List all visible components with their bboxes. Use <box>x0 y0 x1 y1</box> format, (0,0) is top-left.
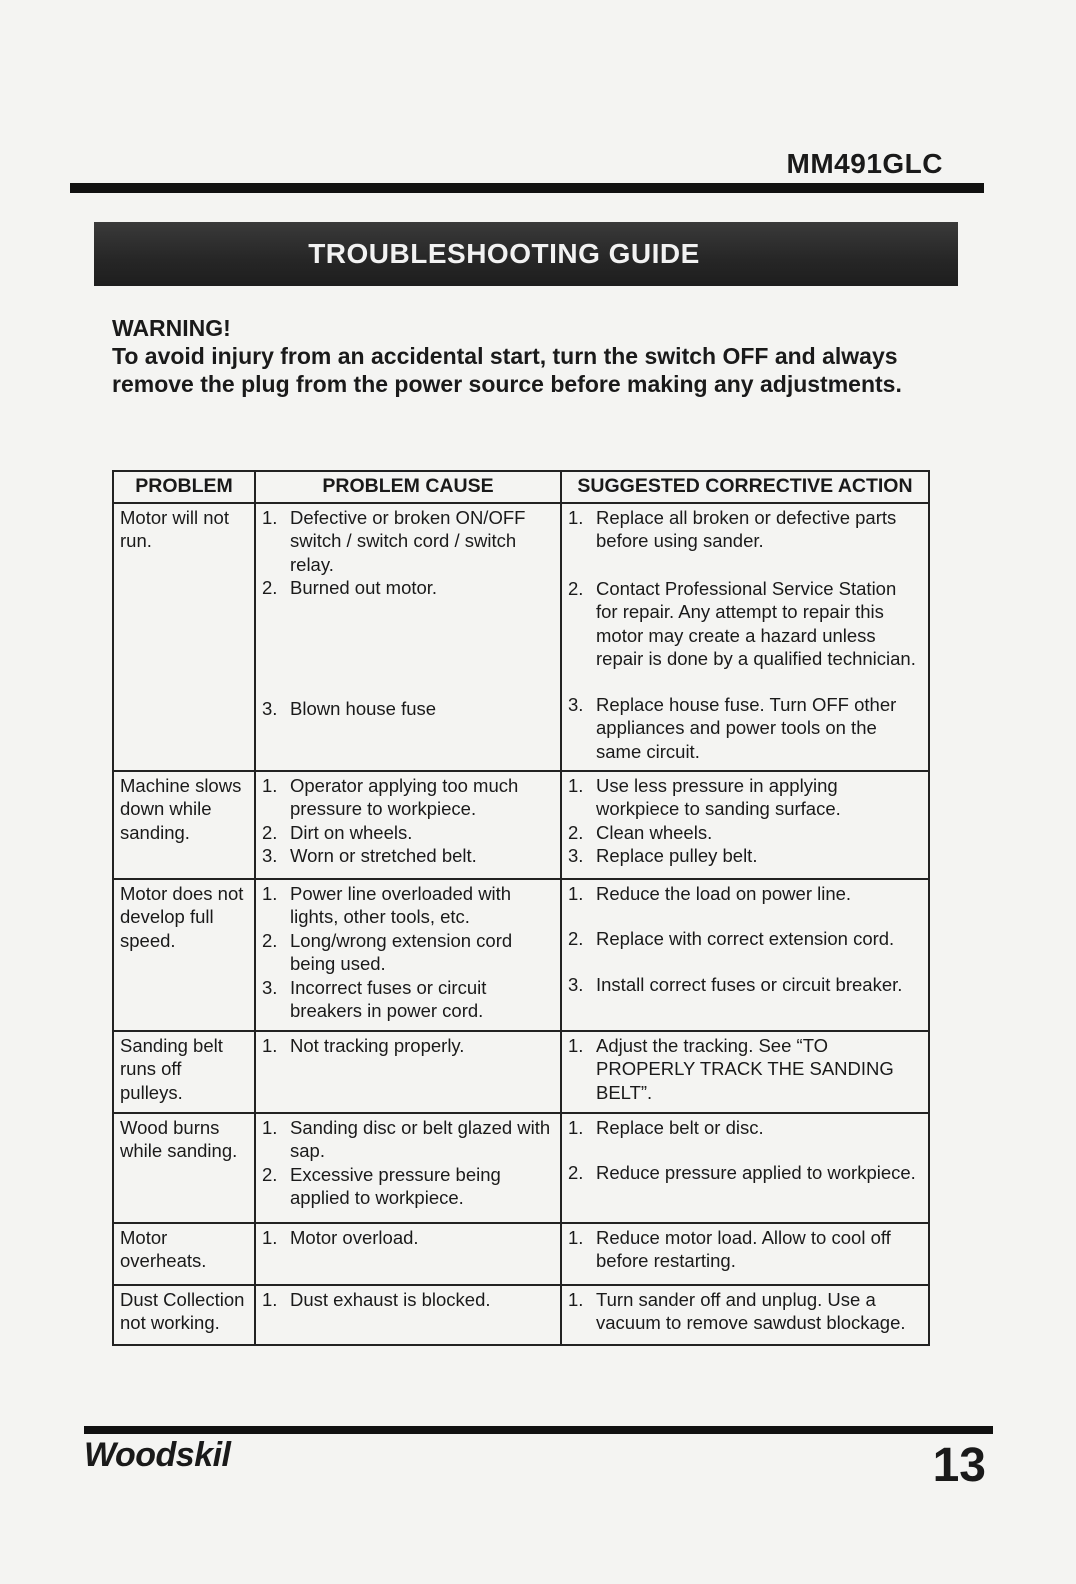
cause-item: 1. Not tracking properly. <box>262 1034 465 1056</box>
brand-logo: Woodskil <box>84 1436 231 1474</box>
table-row <box>113 1285 929 1345</box>
table-row <box>113 771 929 879</box>
page-number: 13 <box>932 1439 986 1492</box>
action-item: 1. Replace belt or disc. <box>568 1116 764 1138</box>
action-cell <box>561 771 929 879</box>
cause-cell <box>255 503 561 771</box>
bottom-rule <box>84 1426 993 1434</box>
cause-item: 1. Defective or broken ON/OFF switch / switch cord / switch relay. <box>262 506 526 575</box>
action-item: 1. Reduce motor load. Allow to cool off before restarting. <box>568 1226 891 1271</box>
cause-item: 1. Sanding disc or belt glazed with sap. <box>262 1116 551 1161</box>
cause-item: 2. Burned out motor. <box>262 577 438 598</box>
troubleshooting-table <box>112 470 930 1346</box>
warning-text: To avoid injury from an accidental start, turn the switch OFF and always remove the plug from the power source before making any adjustments. <box>112 343 902 397</box>
cause-item: 1. Dust exhaust is blocked. <box>262 1288 491 1310</box>
problem-cell: Motor overheats. <box>113 1223 255 1285</box>
top-rule <box>70 183 984 193</box>
action-item: 1. Reduce the load on power line. <box>568 882 852 904</box>
cause-cell <box>255 1285 561 1345</box>
cause-item: 1. Motor overload. <box>262 1226 419 1248</box>
problem-cell: Wood burns while sanding. <box>113 1113 255 1223</box>
cause-item: 2. Long/wrong extension cord being used. <box>262 929 513 974</box>
cause-cell <box>255 771 561 879</box>
table-row <box>113 1031 929 1113</box>
action-item: 3. Replace house fuse. Turn OFF other appliances and power tools on the same circuit. <box>568 693 897 762</box>
table-row <box>113 879 929 1031</box>
action-item: 2. Clean wheels. <box>568 821 713 843</box>
warning-heading: WARNING! <box>112 315 231 341</box>
header-cause: PROBLEM CAUSE <box>255 471 561 503</box>
action-item: 2. Replace with correct extension cord. <box>568 928 895 949</box>
action-item: 2. Contact Professional Service Station for repair. Any attempt to repair this motor may create a hazard unless repair is done by a qualified technician. <box>568 577 916 669</box>
table-row <box>113 1113 929 1223</box>
action-item: 1. Adjust the tracking. See “TO PROPERLY TRACK THE SANDING BELT”. <box>568 1034 894 1103</box>
header-problem: PROBLEM <box>113 471 255 503</box>
problem-cell: Machine slows down while sanding. <box>113 771 255 879</box>
problem-cell: Motor does not develop full speed. <box>113 879 255 1031</box>
action-cell <box>561 1113 929 1223</box>
cause-item: 1. Power line overloaded with lights, other tools, etc. <box>262 882 512 927</box>
action-cell <box>561 503 929 771</box>
cause-item: 3. Worn or stretched belt. <box>262 845 477 866</box>
problem-cell: Dust Collection not working. <box>113 1285 255 1345</box>
cause-cell <box>255 1031 561 1113</box>
cause-cell <box>255 1223 561 1285</box>
title-bar <box>94 222 958 286</box>
action-item: 3. Replace pulley belt. <box>568 845 758 866</box>
problem-cell: Motor will not run. <box>113 503 255 771</box>
cause-item: 2. Dirt on wheels. <box>262 821 413 843</box>
action-cell <box>561 879 929 1031</box>
action-item: 1. Replace all broken or defective parts before using sander. <box>568 506 897 551</box>
action-item: 1. Use less pressure in applying workpiece to sanding surface. <box>568 774 841 819</box>
cause-cell <box>255 1113 561 1223</box>
action-item: 1. Turn sander off and unplug. Use a vacuum to remove sawdust blockage. <box>568 1288 906 1333</box>
warning-block <box>112 314 912 398</box>
page-title: TROUBLESHOOTING GUIDE <box>308 238 700 269</box>
cause-item: 1. Operator applying too much pressure to workpiece. <box>262 774 519 819</box>
cause-item: 3. Incorrect fuses or circuit breakers in power cord. <box>262 976 487 1021</box>
action-item: 2. Reduce pressure applied to workpiece. <box>568 1162 916 1183</box>
table-row <box>113 1223 929 1285</box>
header-action: SUGGESTED CORRECTIVE ACTION <box>561 471 929 503</box>
action-cell <box>561 1285 929 1345</box>
cause-item: 3. Blown house fuse <box>262 697 437 719</box>
action-cell <box>561 1031 929 1113</box>
problem-cell: Sanding belt runs off pulleys. <box>113 1031 255 1113</box>
action-item: 3. Install correct fuses or circuit breaker. <box>568 973 903 995</box>
cause-item: 2. Excessive pressure being applied to workpiece. <box>262 1163 501 1208</box>
cause-cell <box>255 879 561 1031</box>
model-number: MM491GLC <box>786 148 943 179</box>
action-cell <box>561 1223 929 1285</box>
table-row <box>113 503 929 771</box>
table-header-row <box>113 471 929 503</box>
